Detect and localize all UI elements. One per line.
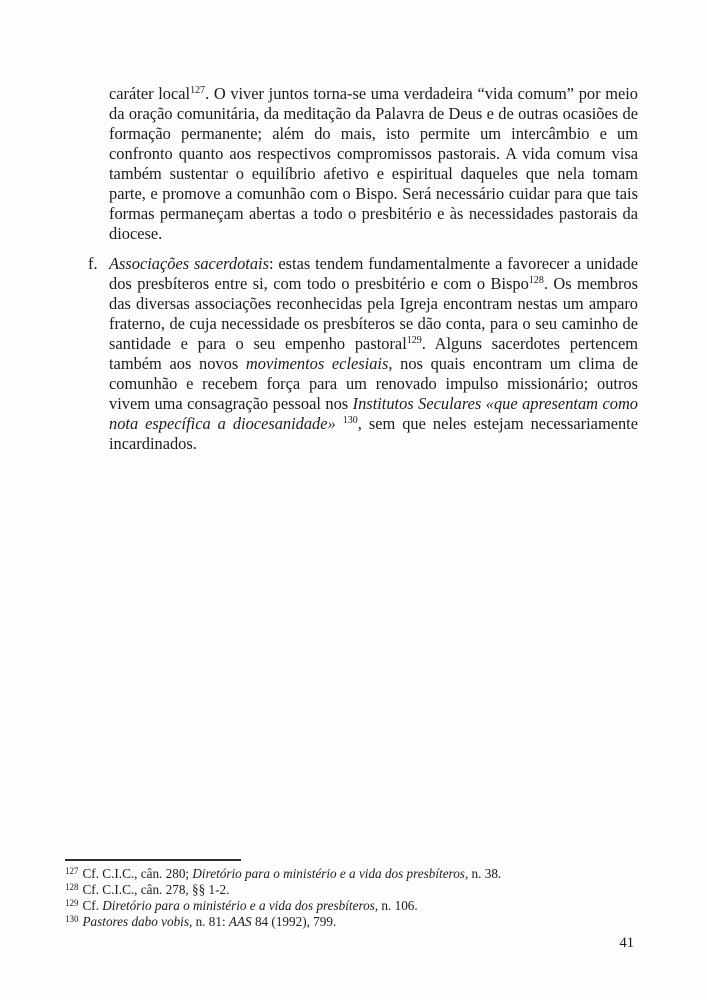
footnote-ref: 127	[190, 85, 206, 96]
footnotes-section	[65, 859, 641, 930]
footnote-item	[65, 898, 641, 914]
footnote-ref: 129	[406, 335, 422, 346]
footnote-number: 129	[65, 898, 79, 908]
footnote-item	[65, 882, 641, 898]
footnote-text: Cf. C.I.C., cân. 278, §§ 1-2.	[82, 882, 230, 897]
list-item-marker-f: f.	[88, 254, 98, 273]
page-number: 41	[619, 935, 634, 951]
footnote-text: Pastores dabo vobis, n. 81: AAS 84 (1992), 799.	[82, 914, 337, 929]
footnote-list	[65, 866, 641, 930]
footnote-text: Cf. C.I.C., cân. 280; Diretório para o ministério e a vida dos presbíteros, n. 38.	[82, 866, 502, 881]
footnote-separator-rule	[65, 859, 241, 861]
footnote-item	[65, 866, 641, 882]
paragraph-f-associacoes	[88, 254, 639, 454]
footnote-text: Cf. Diretório para o ministério e a vida dos presbíteros, n. 106.	[82, 898, 418, 913]
footnote-ref: 130	[342, 415, 358, 426]
paragraph-carater-local	[109, 84, 638, 244]
paragraph-text: caráter local$^{127}$. O viver juntos torna-se uma verdadeira “vida comum” por meio da oração comunitária, da meditação da Palavra de Deus e de outras ocasiões de formação permanente; além do mais, isto permite um intercâmbio e um confronto quanto aos respectivos compromissos pastorais. A vida comum visa também sustentar o equilíbrio afetivo e espiritual daqueles que nela tomam parte, e promove a comunhão com o Bispo. Será necessário cuidar para que tais formas permaneçam abertas a todo o presbitério e às necessidades pastorais da diocese.	[109, 84, 638, 243]
paragraph-text: Associações sacerdotais: estas tendem fundamentalmente a favorecer a unidade dos presbíteros entre si, com todo o presbitério e com o Bispo$^{128}$. Os membros das diversas associações reconhecidas pela Igreja encontram nestas um amparo fraterno, de cuja necessidade os presbíteros se dão conta, para o seu caminho de santidade e para o seu empenho pastoral$^{129}$. Alguns sacerdotes pertencem também aos novos movimentos eclesiais, nos quais encontram um clima de comunhão e recebem força para um renovado impulso missionário; outros vivem uma consagração pessoal nos Institutos Seculares «que apresentam como nota específica a diocesanidade» $^{130}$, sem que neles estejam necessariamente incardinados.	[109, 254, 639, 453]
footnote-item	[65, 914, 641, 930]
footnote-number: 127	[65, 866, 79, 876]
main-text-block	[88, 84, 639, 454]
footnote-number: 128	[65, 882, 79, 892]
footnote-ref: 128	[528, 275, 544, 286]
footnote-number: 130	[65, 914, 79, 924]
